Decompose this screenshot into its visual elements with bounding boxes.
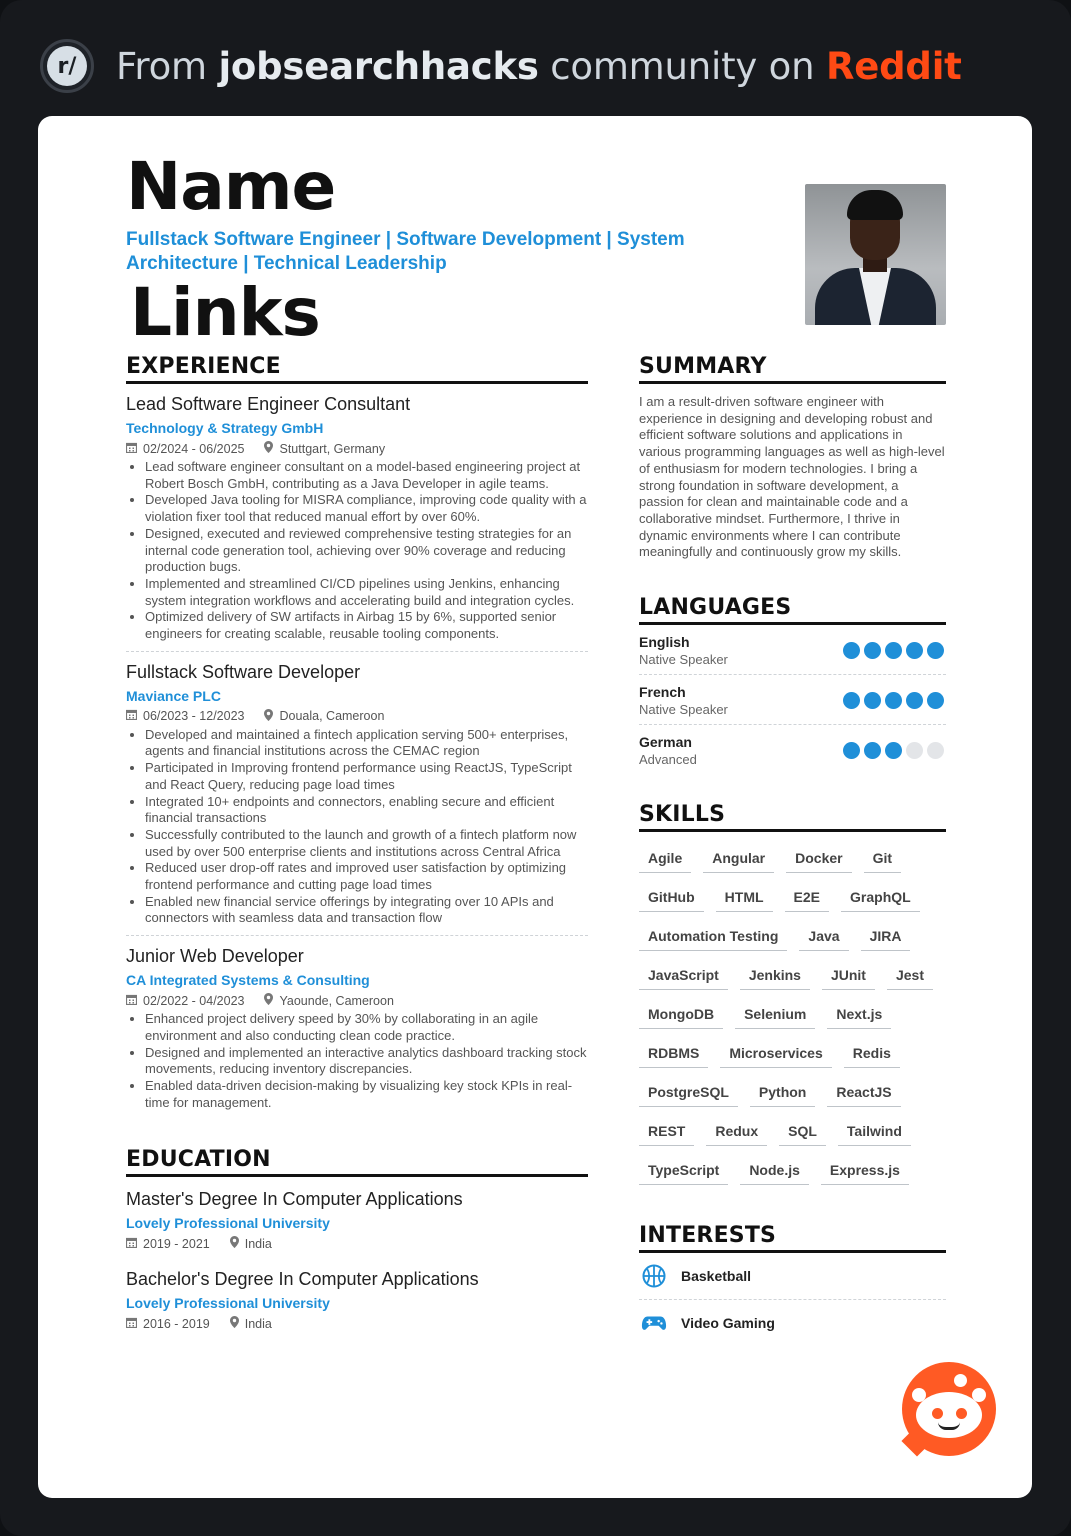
candidate-headline: Fullstack Software Engineer | Software Development | System Architecture | Technical Leadership	[126, 229, 685, 274]
date-range: 02/2022 - 04/2023	[143, 993, 245, 1008]
skill-tag: Next.js	[827, 1002, 891, 1029]
location-pin-icon	[230, 1316, 239, 1331]
language-info	[639, 734, 697, 767]
interests-heading: INTERESTS	[639, 1223, 946, 1253]
experience-entry	[126, 936, 588, 1119]
language-row	[639, 725, 946, 774]
interest-item	[639, 1300, 946, 1346]
language-level: Advanced	[639, 752, 697, 768]
degree-title: Bachelor's Degree In Computer Applications	[126, 1269, 479, 1290]
bullet-item: • Successfully contributed to the launch and growth of a fintech platform now used by over 500 enterprise clients and institutions across Central Africa	[145, 827, 588, 860]
profile-photo	[805, 184, 946, 325]
left-column	[126, 354, 588, 1337]
job-bullets	[126, 727, 588, 927]
reddit-snoo-icon	[902, 1362, 996, 1456]
skill-tag: PostgreSQL	[639, 1080, 738, 1107]
summary-text: I am a result-driven software engineer with experience in designing and developing robust and efficient software solutions and applications in various programming languages as well as high-level of enthusiasm for modern technologies. I bring a strong foundation in software development, a passion for clean and maintainable code and a collaborative mindset. Furthermore, I thrive in dynamic environments where I can contribute meaningfully and continuously grow my skills.	[639, 394, 945, 560]
job-title: Junior Web Developer	[126, 946, 304, 967]
rating-dot	[864, 742, 881, 759]
source-caption	[116, 45, 962, 88]
experience-heading: EXPERIENCE	[126, 354, 588, 384]
bullet-item: • Enhanced project delivery speed by 30% by collaborating in an agile environment and also conducting clean code practice.	[145, 1011, 588, 1044]
skill-tag: GraphQL	[841, 885, 920, 912]
date-range: 02/2024 - 06/2025	[143, 441, 245, 456]
skill-tag: SQL	[779, 1119, 826, 1146]
skill-tag: REST	[639, 1119, 694, 1146]
language-name: English	[639, 634, 690, 651]
date-location-row	[126, 993, 588, 1008]
skill-tag: JIRA	[861, 924, 911, 951]
skill-tag: Jenkins	[740, 963, 810, 990]
snoo-left-eye	[932, 1408, 943, 1419]
location-text: India	[244, 1236, 272, 1251]
skill-tag: HTML	[716, 885, 773, 912]
language-info	[639, 634, 728, 667]
interest-item	[639, 1253, 946, 1300]
education-entry	[126, 1257, 588, 1337]
date-range: 2016 - 2019	[143, 1316, 210, 1331]
skill-tag: Java	[799, 924, 848, 951]
proficiency-rating	[843, 642, 944, 659]
date-range: 2019 - 2021	[143, 1236, 210, 1251]
languages-heading: LANGUAGES	[639, 595, 946, 625]
date-location-row	[126, 1316, 588, 1331]
bullet-item: • Designed and implemented an interactive analytics dashboard tracking stock movements, reducing inventory discrepancies.	[145, 1045, 588, 1078]
rating-dot	[906, 692, 923, 709]
reddit-brand: Reddit	[825, 44, 962, 88]
location-pin-icon	[264, 441, 273, 456]
skills-heading: SKILLS	[639, 802, 946, 832]
experience-entry	[126, 652, 588, 936]
school-name: Lovely Professional University	[126, 1295, 330, 1312]
location-text: India	[244, 1316, 272, 1331]
snoo-face	[916, 1392, 982, 1438]
skill-tag: Express.js	[821, 1158, 909, 1185]
skill-tag: TypeScript	[639, 1158, 728, 1185]
interest-label: Basketball	[681, 1268, 752, 1285]
rating-dot	[927, 692, 944, 709]
language-info	[639, 684, 728, 717]
skill-tag: Agile	[639, 846, 691, 873]
skill-tag: GitHub	[639, 885, 704, 912]
skill-tag: Docker	[786, 846, 851, 873]
language-row	[639, 675, 946, 725]
skill-tag: MongoDB	[639, 1002, 723, 1029]
snoo-antenna	[954, 1374, 967, 1387]
bullet-item: • Reduced user drop-off rates and improved user satisfaction by optimizing frontend performance and cutting page load times	[145, 860, 588, 893]
links-heading: Links	[130, 274, 320, 351]
education-list	[126, 1177, 588, 1337]
bullet-item: • Optimized delivery of SW artifacts in Airbag 15 by 6%, supported senior engineers for creating scalable, reusable tooling components.	[145, 609, 588, 642]
community-name: jobsearchhacks	[218, 44, 539, 88]
interest-label: Video Gaming	[681, 1315, 775, 1332]
gamepad-icon	[641, 1310, 667, 1336]
language-row	[639, 625, 946, 675]
skill-tag: Redux	[706, 1119, 767, 1146]
proficiency-rating	[843, 692, 944, 709]
company-name: CA Integrated Systems & Consulting	[126, 972, 370, 989]
rating-dot	[843, 692, 860, 709]
rating-dot	[906, 642, 923, 659]
interests-list	[639, 1253, 946, 1346]
reddit-community-logo	[40, 39, 94, 93]
skill-tag: JavaScript	[639, 963, 728, 990]
rating-dot	[885, 692, 902, 709]
caption-middle: community on	[538, 44, 826, 88]
bullet-item: • Enabled new financial service offerings by integrating over 10 APIs and connectors with seamless data and transaction flow	[145, 894, 588, 927]
date-range: 06/2023 - 12/2023	[143, 709, 245, 724]
location-text: Yaounde, Cameroon	[279, 993, 394, 1008]
candidate-name: Name	[126, 148, 336, 225]
date-location-row	[126, 1236, 588, 1251]
skills-list	[639, 846, 946, 1185]
skill-tag: Jest	[887, 963, 933, 990]
location-text: Stuttgart, Germany	[279, 441, 386, 456]
skill-tag: Angular	[703, 846, 774, 873]
calendar-icon	[126, 1237, 137, 1251]
language-name: German	[639, 734, 692, 751]
degree-title: Master's Degree In Computer Applications	[126, 1189, 463, 1210]
photo-hair	[847, 190, 903, 220]
job-title: Fullstack Software Developer	[126, 661, 361, 682]
company-name: Technology & Strategy GmbH	[126, 420, 324, 436]
skill-tag: E2E	[785, 885, 829, 912]
resume-page	[38, 116, 1032, 1498]
language-level: Native Speaker	[639, 652, 728, 668]
bullet-item: • Participated in Improving frontend performance using ReactJS, TypeScript and React Query, reducing page load times	[145, 760, 588, 793]
bullet-item: • Implemented and streamlined CI/CD pipelines using Jenkins, enhancing system integration workflows and accelerating build and integration cycles.	[145, 576, 588, 609]
subreddit-icon: r/	[47, 46, 87, 86]
rating-dot	[843, 642, 860, 659]
basketball-icon	[641, 1263, 667, 1289]
calendar-icon	[126, 994, 137, 1008]
language-level: Native Speaker	[639, 702, 728, 718]
job-title: Lead Software Engineer Consultant	[126, 394, 411, 414]
job-bullets	[126, 459, 588, 643]
right-column	[639, 354, 946, 1346]
location-pin-icon	[230, 1236, 239, 1251]
languages-list	[639, 625, 946, 774]
rating-dot	[885, 742, 902, 759]
rating-dot	[906, 742, 923, 759]
rating-dot	[843, 742, 860, 759]
rating-dot	[864, 692, 881, 709]
language-name: French	[639, 684, 686, 701]
skill-tag: ReactJS	[827, 1080, 900, 1107]
bullet-item: • Developed Java tooling for MISRA compliance, improving code quality with a violation fixer tool that reduced manual effort by over 60%.	[145, 492, 588, 525]
calendar-icon	[126, 709, 137, 723]
bullet-item: • Integrated 10+ endpoints and connectors, enabling secure and efficient financial transactions	[145, 794, 588, 827]
location-pin-icon	[264, 993, 273, 1008]
summary-heading: SUMMARY	[639, 354, 946, 384]
school-name: Lovely Professional University	[126, 1215, 330, 1232]
reddit-source-header	[40, 38, 962, 94]
rating-dot	[927, 642, 944, 659]
date-location-row	[126, 709, 588, 724]
location-pin-icon	[264, 709, 273, 724]
skill-tag: JUnit	[822, 963, 875, 990]
education-entry	[126, 1177, 588, 1257]
location-text: Douala, Cameroon	[279, 709, 385, 724]
job-bullets	[126, 1011, 588, 1111]
bullet-item: • Lead software engineer consultant on a model-based engineering project at Robert Bosch GmbH, contributing as a Java Developer in agile teams.	[145, 459, 588, 492]
bullet-item: • Enabled data-driven decision-making by visualizing key stock KPIs in real-time for management.	[145, 1078, 588, 1111]
skill-tag: Tailwind	[838, 1119, 911, 1146]
calendar-icon	[126, 1317, 137, 1331]
skill-tag: Automation Testing	[639, 924, 787, 951]
skill-tag: Git	[864, 846, 901, 873]
education-heading: EDUCATION	[126, 1147, 588, 1177]
proficiency-rating	[843, 742, 944, 759]
rating-dot	[927, 742, 944, 759]
experience-entry	[126, 384, 588, 652]
caption-prefix: From	[116, 44, 219, 88]
skill-tag: Microservices	[720, 1041, 831, 1068]
snoo-right-eye	[956, 1408, 967, 1419]
bullet-item: • Developed and maintained a fintech application serving 500+ enterprises, agents and financial institutions across the CEMAC region	[145, 727, 588, 760]
skill-tag: Redis	[844, 1041, 900, 1068]
date-location-row	[126, 441, 588, 456]
company-name: Maviance PLC	[126, 687, 221, 704]
bullet-item: • Designed, executed and reviewed comprehensive testing strategies for an internal code generation tool, achieving over 90% coverage and reducing production bugs.	[145, 526, 588, 576]
rating-dot	[864, 642, 881, 659]
rating-dot	[885, 642, 902, 659]
skill-tag: Selenium	[735, 1002, 815, 1029]
skill-tag: RDBMS	[639, 1041, 708, 1068]
experience-list	[126, 384, 588, 1119]
skill-tag: Node.js	[740, 1158, 809, 1185]
skill-tag: Python	[750, 1080, 815, 1107]
calendar-icon	[126, 442, 137, 456]
